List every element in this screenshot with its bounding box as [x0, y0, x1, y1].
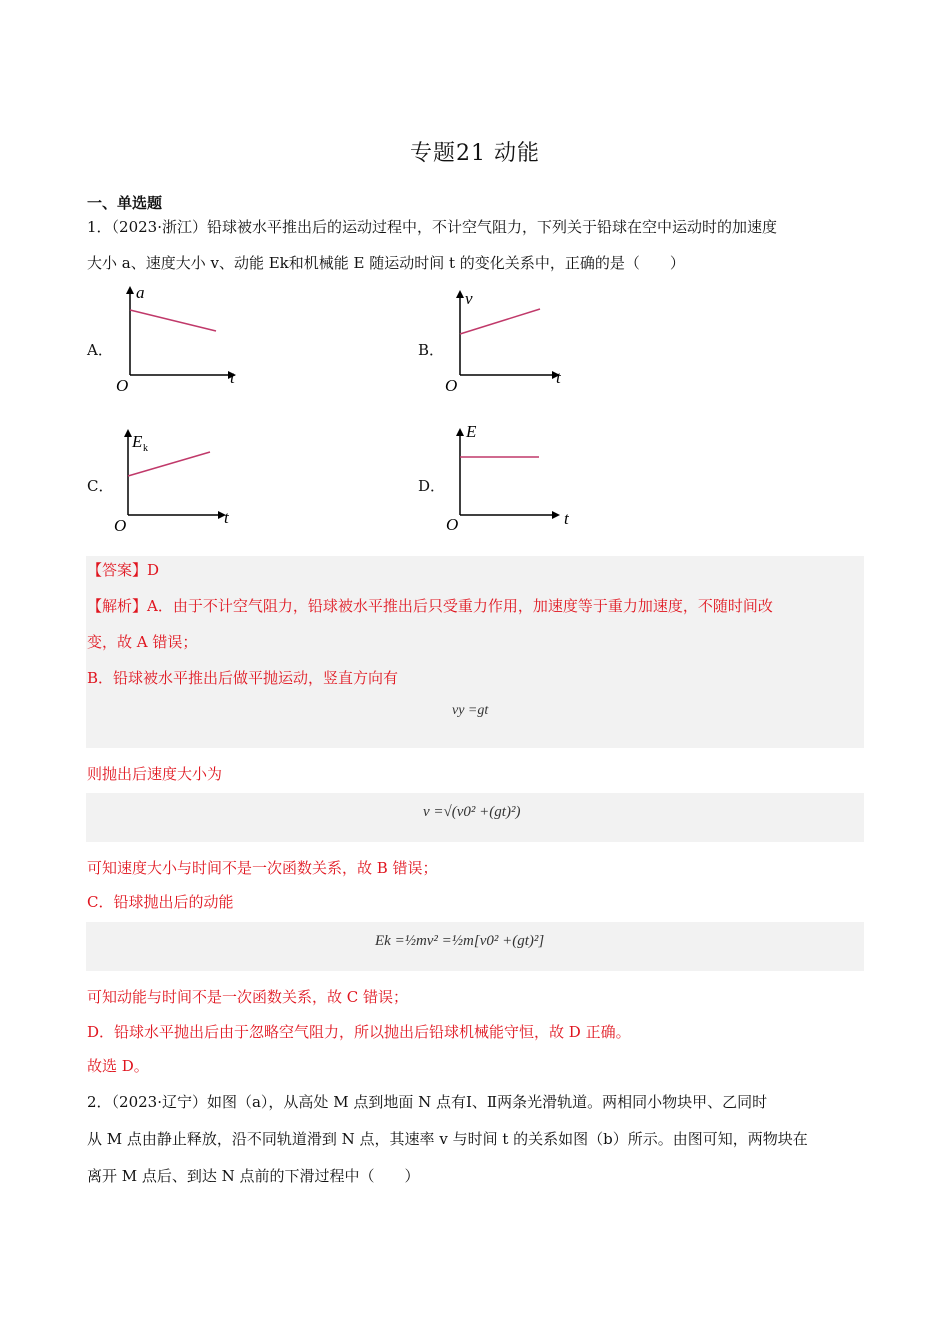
formula-vy: vy =gt: [452, 703, 489, 718]
x-label: t: [556, 368, 561, 387]
d-right-line: D．铅球水平抛出后由于忽略空气阻力，所以抛出后铅球机械能守恒，故 D 正确。: [87, 1023, 631, 1041]
analysis-b-line: B．铅球被水平推出后做平抛运动，竖直方向有: [87, 669, 399, 687]
graph-line: [130, 310, 216, 331]
y-axis-arrow: [124, 429, 132, 437]
analysis-tag: 【解析】: [87, 597, 148, 615]
page-title: 专题21 动能: [410, 141, 540, 166]
origin-label: O: [446, 515, 459, 533]
analysis-a-line-1: [87, 588, 867, 624]
graph-line: [128, 452, 210, 476]
origin-label: O: [445, 376, 458, 395]
analysis-a-text: A．由于不计空气阻力，铅球被水平推出后只受重力作用，加速度等于重力加速度，不随时间改: [147, 597, 773, 615]
option-b-label[interactable]: B．: [418, 341, 445, 359]
x-axis-arrow: [552, 511, 560, 519]
option-c-graph: [110, 423, 250, 538]
c-wrong-line: 可知动能与时间不是一次函数关系，故 C 错误；: [87, 988, 409, 1006]
y-label-subscript: k: [143, 443, 148, 454]
section-heading: 一、单选题: [87, 194, 163, 212]
origin-label: O: [116, 376, 129, 395]
b-wrong-line: 可知速度大小与时间不是一次函数关系，故 B 错误；: [87, 859, 438, 877]
option-a-graph: [110, 282, 250, 397]
graph-line: [460, 309, 540, 334]
y-axis-arrow: [456, 290, 464, 298]
option-d-label[interactable]: D．: [418, 477, 446, 495]
question-2-line-3: 离开 M 点后、到达 N 点前的下滑过程中（ ）: [87, 1167, 420, 1185]
option-d-graph: [440, 418, 580, 533]
answer-line: 【答案】D: [87, 561, 160, 579]
question-2-line-2: 从 M 点由静止释放，沿不同轨道滑到 N 点，其速率 v 与时间 t 的关系如图（b）所示。由图可知，两物块在: [87, 1130, 808, 1148]
c-line: C．铅球抛出后的动能: [87, 893, 234, 911]
speed-line: 则抛出后速度大小为: [87, 765, 223, 783]
origin-label: O: [114, 516, 127, 535]
choose-line: 故选 D。: [87, 1057, 149, 1075]
option-b-graph: [440, 282, 580, 397]
question-1-line-1: 1．（2023·浙江）铅球被水平推出后的运动过程中，不计空气阻力，下列关于铅球在空中运动时的加速度: [87, 218, 777, 236]
x-label: t: [230, 368, 235, 387]
question-2-line-1: 2．（2023·辽宁）如图（a），从高处 M 点到地面 N 点有Ⅰ、Ⅱ两条光滑轨道。两相同小物块甲、乙同时: [87, 1093, 768, 1111]
formula-v: v =√(v0² +(gt)²): [423, 804, 521, 820]
option-a-label[interactable]: A．: [87, 341, 113, 359]
y-label: E: [132, 432, 143, 451]
question-1-line-2: 大小 a、速度大小 v、动能 Ek和机械能 E 随运动时间 t 的变化关系中，正确的是（ ）: [87, 254, 685, 272]
x-label: t: [224, 508, 229, 527]
formula-ek: Ek =½mv² =½m[v0² +(gt)²]: [375, 933, 545, 949]
y-axis-arrow: [126, 286, 134, 294]
analysis-a-line-2: 变，故 A 错误；: [87, 633, 198, 651]
y-label: v: [465, 289, 473, 308]
option-c-label[interactable]: C．: [87, 477, 114, 495]
y-label: E: [466, 422, 477, 441]
y-label: a: [136, 283, 145, 302]
x-label: t: [564, 509, 569, 528]
y-axis-arrow: [456, 428, 464, 436]
